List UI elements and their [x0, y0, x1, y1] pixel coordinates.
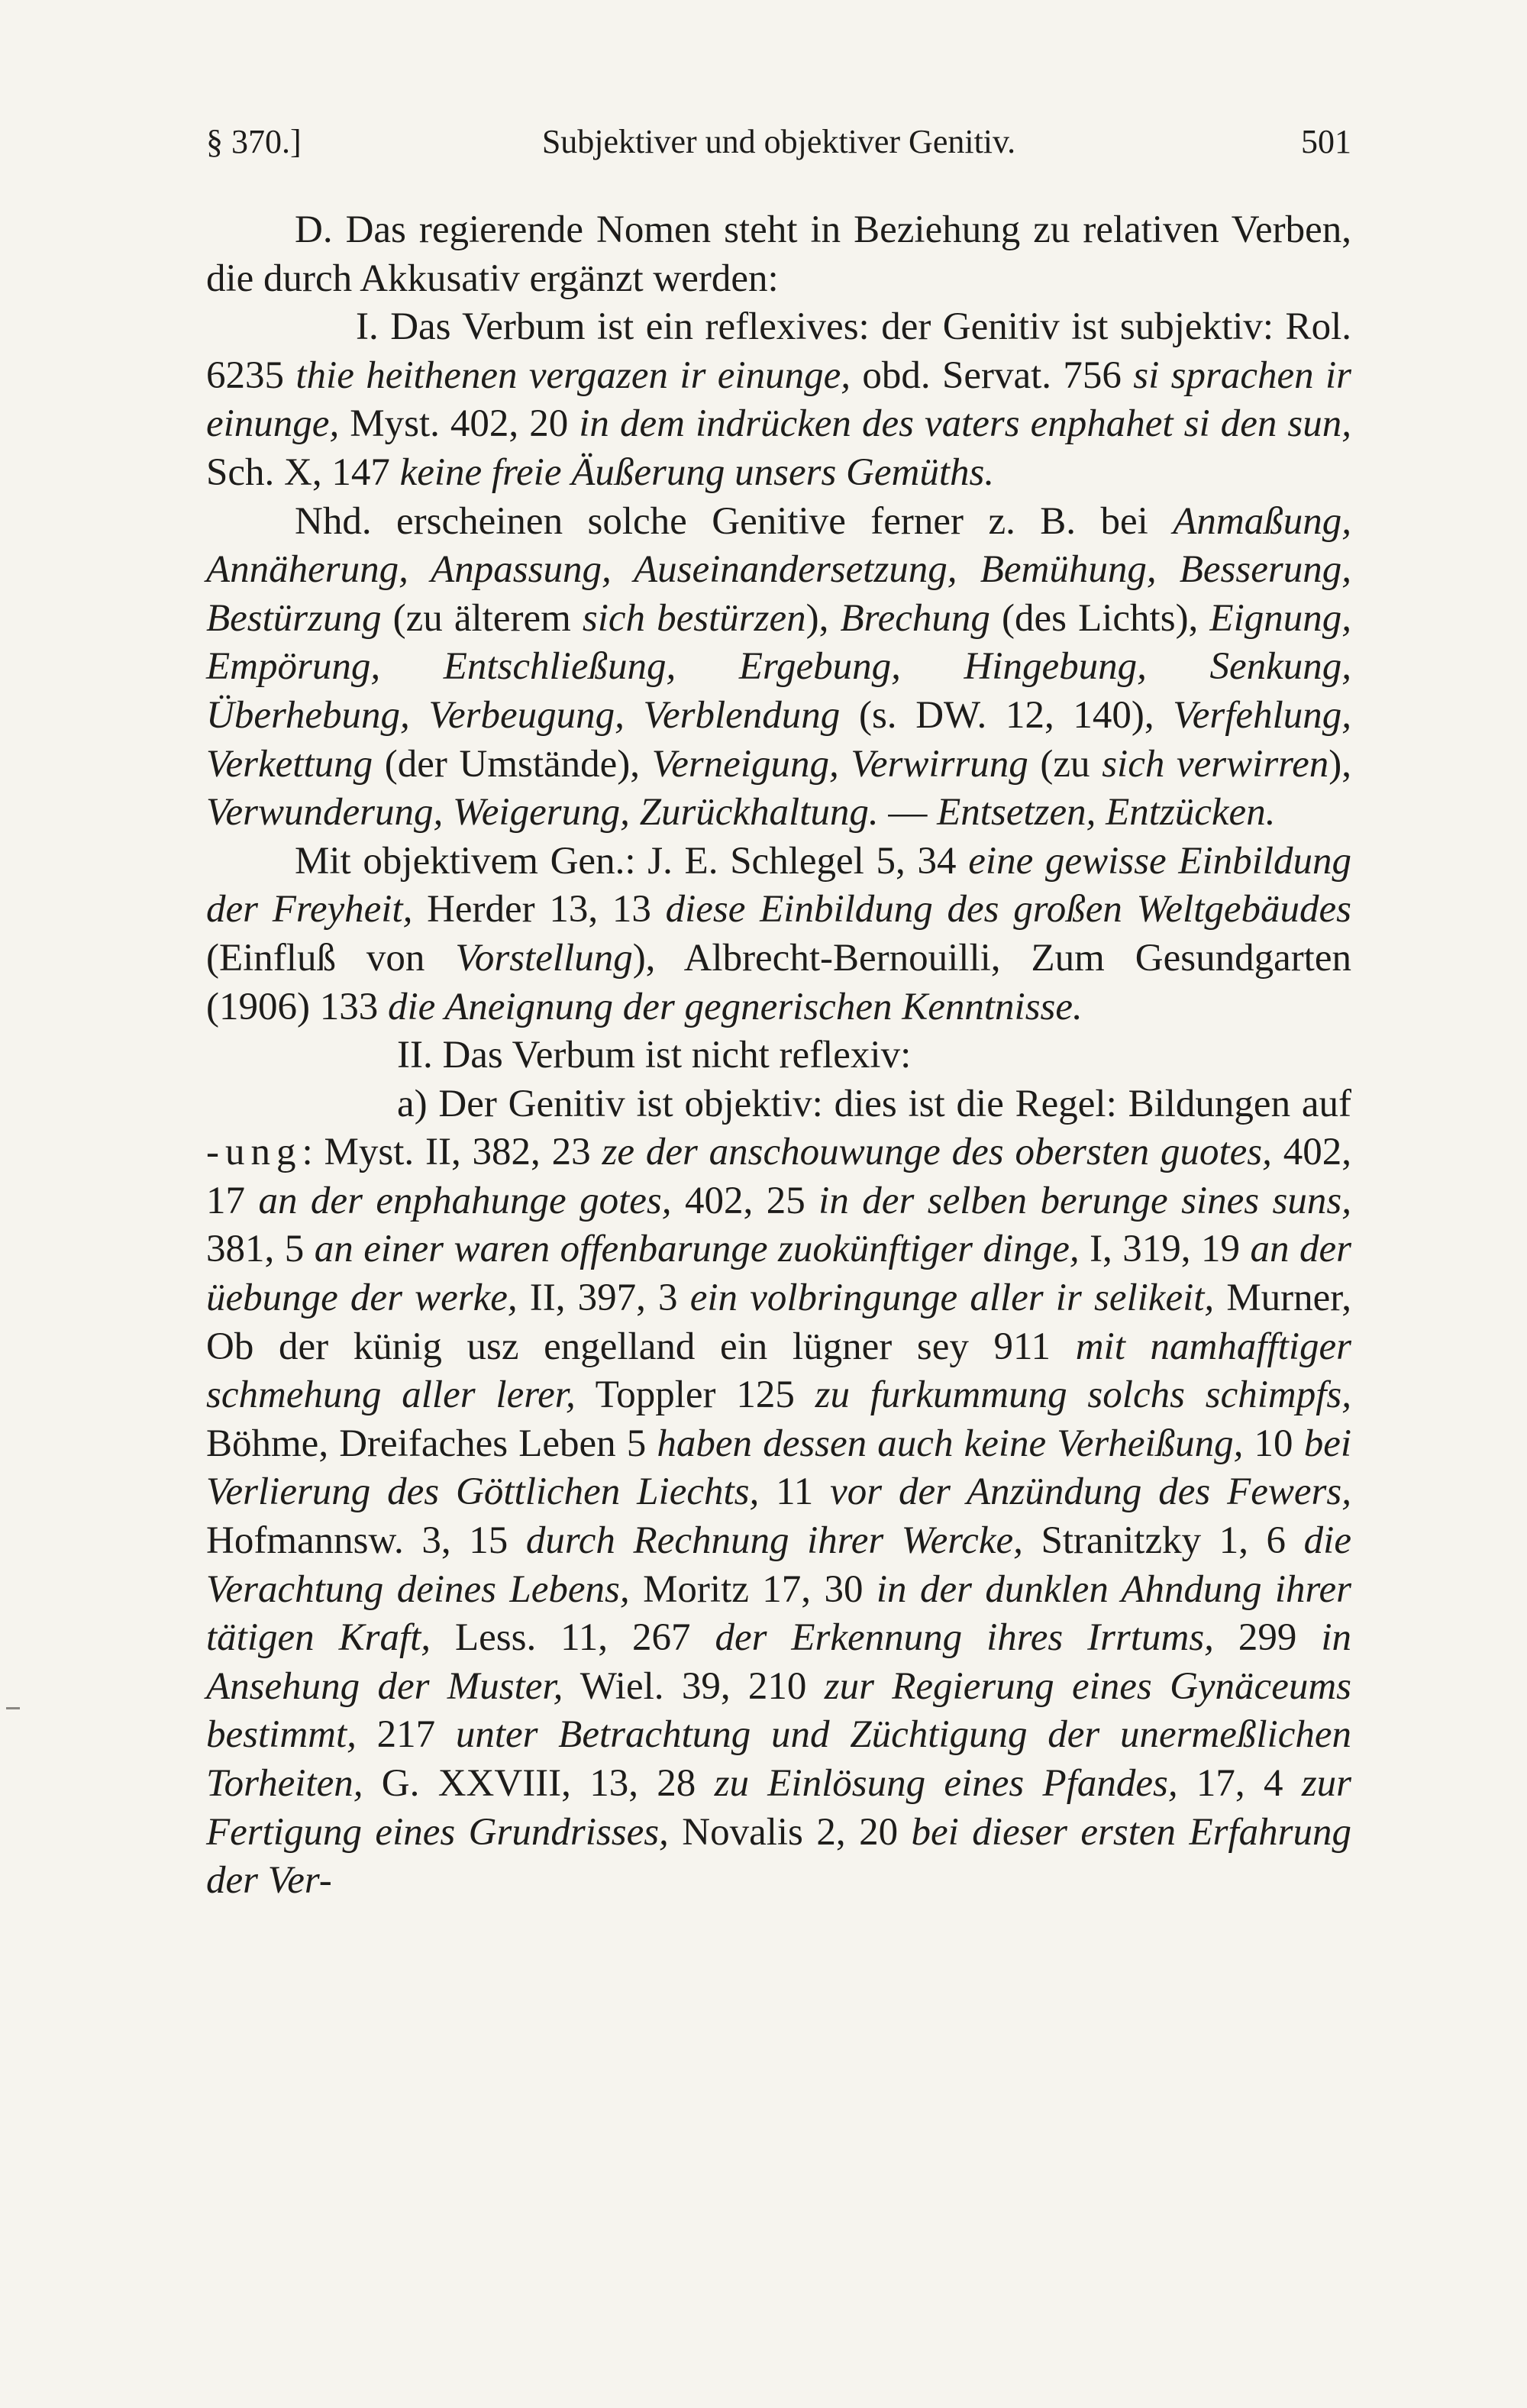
italic-quote-run: zur Regierung eines Gynäceums bestimmt, — [206, 1664, 1352, 1757]
italic-quote-run: thie heithenen vergazen ir einunge, — [295, 353, 851, 397]
italic-quote-run: si sprachen ir einunge, — [206, 353, 1352, 446]
text-run: Myst. 402, 20 — [339, 402, 579, 446]
text-run: (zu älterem — [381, 596, 583, 640]
paragraph-d: D. Das regierende Nomen steht in Beziehung zu relativen Verben, die durch Akkusativ ergänzt werden: — [206, 208, 1351, 300]
italic-quote-run: sich bestürzen — [582, 596, 806, 640]
margin-mark — [6, 1707, 20, 1709]
italic-quote-run: zu furkummung solchs schimpfs, — [815, 1373, 1351, 1417]
text-run: Böhme, Dreifaches Leben 5 — [206, 1422, 657, 1465]
text-run: : Myst. II, 382, 23 — [302, 1131, 602, 1174]
italic-quote-run: zu Einlösung eines Pfandes, — [714, 1762, 1178, 1805]
body-text — [206, 206, 1351, 1906]
text-run: (zu — [1028, 742, 1102, 786]
italic-quote-run: an einer waren offenbarunge zuokünftiger dinge, — [314, 1228, 1080, 1271]
paragraph-a-objective — [206, 1080, 1351, 1906]
text-run: 10 — [1243, 1422, 1304, 1465]
italic-quote-run: ze der anschouwunge des obersten guotes, — [602, 1131, 1272, 1174]
text-run: I. Das Verbum ist ein reflexives: der Genitiv ist subjektiv: Rol. 6235 — [206, 305, 1351, 397]
text-run: Murner, Ob der künig usz engelland ein lügner sey 911 — [206, 1277, 1351, 1368]
text-run: Mit objektivem Gen.: J. E. Schlegel 5, 34 — [295, 839, 969, 883]
section-number: § 370.] — [206, 123, 302, 160]
italic-quote-run: in der selben berunge sines suns, — [818, 1179, 1351, 1222]
italic-quote-run: in der dunklen Ahndung ihrer tätigen Kraft, — [206, 1567, 1351, 1660]
italic-quote-run: eine gewisse Einbildung der Freyheit, — [206, 839, 1351, 931]
text-run: Nhd. erscheinen solche Genitive ferner z. B. bei — [295, 499, 1173, 543]
italic-quote-run: ein volbringunge aller ir selikeit, — [689, 1277, 1215, 1320]
text-run: 299 — [1213, 1616, 1322, 1660]
text-run: 11 — [759, 1470, 831, 1514]
text-run: ), Albrecht-Bernouilli, Zum Gesundgarten (1906) 133 — [206, 936, 1351, 1028]
italic-quote-run: Verwunderung, Weigerung, Zurückhaltung. — [206, 791, 879, 834]
italic-quote-run: bei Verlierung des Göttlichen Liechts, — [206, 1422, 1352, 1514]
italic-quote-run: unter Betrachtung und Züchtigung der unermeßlichen Torheiten, — [206, 1713, 1352, 1805]
text-run: Moritz 17, 30 — [629, 1567, 876, 1611]
text-run: Hofmannsw. 3, 15 — [206, 1519, 526, 1563]
text-run: (Einfluß von — [206, 936, 456, 980]
italic-quote-run: in dem indrücken des vaters enphahet si den sun, — [579, 402, 1351, 446]
italic-quote-run: sich verwirren — [1102, 742, 1329, 786]
page-number: 501 — [1301, 123, 1351, 160]
italic-quote-run: Vorstellung — [455, 936, 633, 980]
text-run: I, 319, 19 — [1079, 1228, 1251, 1271]
italic-quote-run: die Verachtung deines Lebens, — [206, 1519, 1351, 1611]
text-run: (der Umstände), — [373, 742, 652, 786]
paragraph-i-reflexive — [206, 303, 1351, 497]
italic-quote-run: keine freie Äußerung unsers Gemüths. — [399, 450, 995, 494]
italic-quote-run: Verneigung, Verwirrung — [651, 742, 1028, 786]
text-run: (des Lichts), — [989, 596, 1210, 640]
text-run: Novalis 2, 20 — [668, 1810, 912, 1854]
italic-quote-run: an der enphahunge gotes, — [258, 1179, 672, 1222]
text-run: G. XXVIII, 13, 28 — [363, 1762, 715, 1805]
text-run: obd. Servat. 756 — [851, 353, 1134, 397]
text-run: Herder 13, 13 — [412, 888, 666, 931]
italic-quote-run: haben dessen auch keine Verheißung, — [657, 1422, 1244, 1465]
text-run: ), — [805, 596, 841, 640]
italic-quote-run: durch Rechnung ihrer Wercke, — [525, 1519, 1023, 1563]
text-run: Stranitzky 1, 6 — [1022, 1519, 1304, 1563]
italic-quote-run: Anmaßung, Annäherung, Anpassung, Auseinandersetzung, Bemühung, Besserung, Bestürzung — [206, 499, 1351, 640]
paragraph-ii-not-reflexive: II. Das Verbum ist nicht reflexiv: — [397, 1034, 912, 1077]
text-run: 17, 4 — [1177, 1762, 1302, 1805]
italic-quote-run: bei dieser ersten Erfahrung der Ver- — [206, 1810, 1351, 1903]
italic-quote-run: Entsetzen, Entzücken. — [937, 791, 1276, 834]
text-run: Sch. X, 147 — [206, 450, 400, 494]
text-run: Toppler 125 — [575, 1373, 815, 1417]
italic-quote-run: mit namhafftiger schmehung aller lerer, — [206, 1325, 1351, 1417]
text-run: a) Der Genitiv ist objektiv: dies ist die Regel: Bildungen auf — [397, 1082, 1351, 1125]
text-run: 402, 17 — [206, 1131, 1351, 1222]
paragraph-nhd-examples — [206, 498, 1351, 838]
text-run: — — [878, 791, 938, 834]
italic-quote-run: die Aneignung der gegnerischen Kenntnisse. — [387, 985, 1083, 1028]
italic-quote-run: in Ansehung der Muster, — [206, 1616, 1351, 1708]
italic-quote-run: vor der Anzündung des Fewers, — [830, 1470, 1351, 1514]
italic-quote-run: Verfehlung, Verkettung — [206, 693, 1351, 786]
paragraph-objective-genitive — [206, 838, 1351, 1031]
italic-quote-run: an der üebunge der werke, — [206, 1228, 1352, 1320]
text-run: Wiel. 39, 210 — [563, 1664, 825, 1708]
running-header — [206, 122, 1351, 168]
text-run: -ung — [206, 1131, 302, 1174]
italic-quote-run: zur Fertigung eines Grundrisses, — [206, 1762, 1352, 1854]
text-run: 217 — [356, 1713, 456, 1757]
italic-quote-run: diese Einbildung des großen Weltgebäudes — [665, 888, 1351, 931]
text-run: Less. 11, 267 — [431, 1616, 715, 1660]
running-title: Subjektiver und objektiver Genitiv. — [541, 123, 1016, 160]
text-run: II, 397, 3 — [517, 1277, 690, 1320]
italic-quote-run: Brechung — [840, 596, 990, 640]
text-run: 381, 5 — [206, 1228, 315, 1271]
text-run: 402, 25 — [671, 1179, 819, 1222]
text-run: (s. DW. 12, 140), — [840, 693, 1173, 737]
text-run: ), — [1328, 742, 1351, 786]
italic-quote-run: der Erkennung ihres Irrtums, — [715, 1616, 1214, 1660]
italic-quote-run: Eignung, Empörung, Entschließung, Ergebung, Hingebung, Senkung, Überhebung, Verbeugung, Verblendung — [206, 596, 1351, 737]
